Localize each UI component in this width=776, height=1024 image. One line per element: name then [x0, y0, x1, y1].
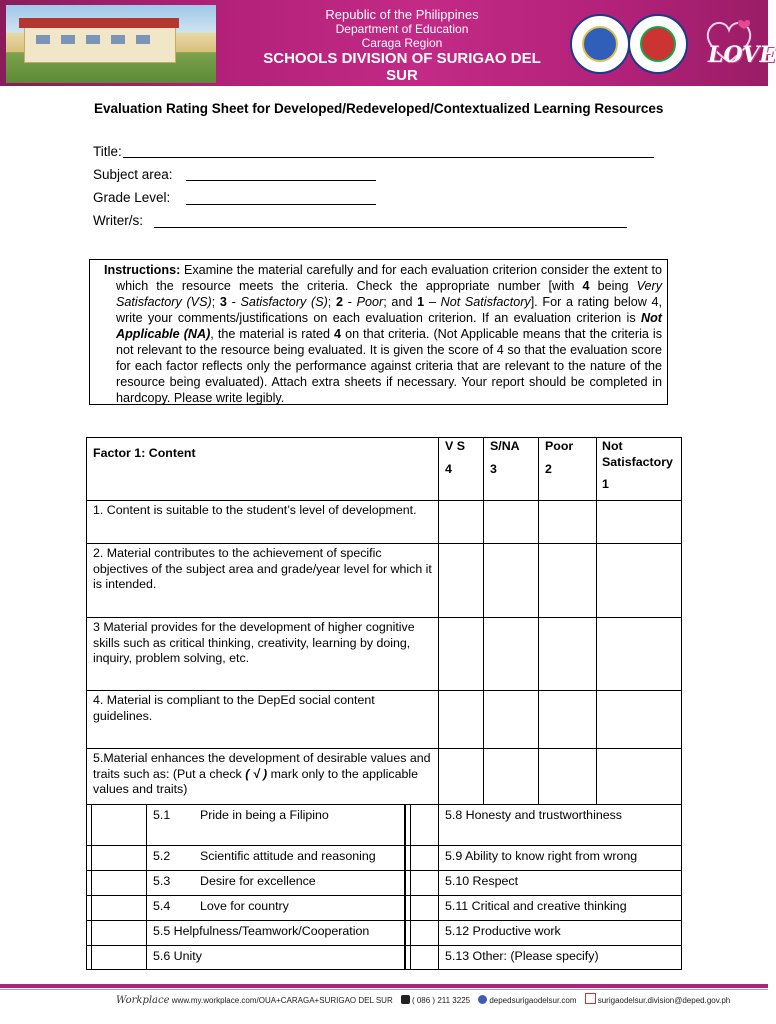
value-text: Scientific attitude and reasoning — [200, 849, 376, 863]
criterion-text: 1. Content is suitable to the student’s level of development. — [93, 503, 417, 517]
value-checkbox-left[interactable] — [86, 804, 147, 846]
value-text: 5.13 Other: (Please specify) — [445, 949, 599, 963]
criterion-text-part: 5.Material enhances the development of desirable values and traits such as: (Put a check — [93, 751, 431, 781]
instr-ns: Not Satisfactory — [440, 295, 531, 309]
value-checkbox-left[interactable] — [86, 895, 147, 921]
rating-cell[interactable] — [538, 748, 597, 805]
mail-icon — [585, 993, 596, 1004]
criterion-text-part: mark only to the applicable values and traits) — [93, 766, 418, 796]
value-text: Love for country — [200, 899, 289, 913]
rating-cell[interactable] — [438, 748, 484, 805]
value-cell-left — [146, 804, 405, 846]
value-number: 5.2 — [153, 849, 171, 863]
footer-contacts — [116, 993, 730, 1006]
rating-cell[interactable] — [596, 748, 682, 805]
rating-cell[interactable] — [596, 617, 682, 691]
rating-cell[interactable] — [438, 617, 484, 691]
deped-seal-icon — [570, 14, 630, 74]
instr-num: 4 — [334, 327, 342, 341]
instr-num: 3 — [219, 295, 227, 309]
criterion-row-5 — [86, 748, 439, 805]
rating-cell[interactable] — [596, 500, 682, 544]
footer-rule-thin — [0, 989, 768, 990]
value-number: 5.5 Helpfulness/Teamwork/Cooperation — [153, 924, 370, 938]
instr-text: ; — [327, 295, 336, 309]
division-seal-icon — [628, 14, 688, 74]
rating-cell[interactable] — [483, 617, 539, 691]
rating-cell[interactable] — [596, 690, 682, 749]
col-score: 2 — [545, 462, 552, 476]
footer-email[interactable]: surigaodelsur.division@deped.gov.ph — [597, 996, 731, 1005]
footer-rule — [0, 984, 768, 988]
criterion-row-1 — [86, 500, 439, 544]
col-score: 4 — [445, 462, 452, 476]
instr-text: ; and — [383, 295, 418, 309]
value-cell-left — [146, 945, 405, 970]
value-cell-right — [438, 920, 682, 946]
love-logo — [700, 16, 776, 68]
value-cell-right — [438, 870, 682, 896]
instructions-label: Instructions: — [104, 263, 181, 277]
value-text: Desire for excellence — [200, 874, 316, 888]
value-checkbox-left[interactable] — [86, 870, 147, 896]
criterion-text: 3 Material provides for the development of higher cognitive skills such as critical thinking, creativity, learning by doing, inquiry, problem solving, etc. — [93, 620, 415, 665]
header-line-5: Bañahan, Mabua, Tandag City, Surigao del Sur, 8300 — [272, 85, 532, 97]
instr-text: - — [343, 295, 357, 309]
rating-cell[interactable] — [438, 543, 484, 618]
phone-icon — [401, 995, 410, 1004]
criterion-text — [93, 751, 433, 798]
subject-input-line[interactable] — [186, 180, 376, 181]
value-cell-right — [438, 845, 682, 871]
footer-phone: ( 086 ) 211 3225 — [411, 996, 471, 1005]
instr-text: being — [589, 279, 637, 293]
checkbox-inner-line — [91, 804, 92, 970]
writers-label: Writer/s: — [93, 213, 143, 228]
document-title: Evaluation Rating Sheet for Developed/Redeveloped/Contextualized Learning Resources — [94, 101, 664, 116]
rating-cell[interactable] — [483, 500, 539, 544]
instr-vs: Very Satisfactory (VS) — [116, 279, 663, 309]
school-building-photo — [6, 5, 216, 83]
rating-cell[interactable] — [538, 500, 597, 544]
value-text: 5.8 Honesty and trustworthiness — [445, 808, 623, 822]
header-banner — [0, 0, 776, 97]
value-cell-left — [146, 895, 405, 921]
rating-cell[interactable] — [538, 617, 597, 691]
agency-header — [262, 8, 542, 98]
rating-cell[interactable] — [438, 500, 484, 544]
writers-input-line[interactable] — [154, 227, 627, 228]
love-text: LOVE — [708, 42, 776, 68]
value-cell-left — [146, 870, 405, 896]
value-text: 5.12 Productive work — [445, 924, 561, 938]
col-label: Poor — [545, 439, 574, 453]
header-line-4: SCHOOLS DIVISION OF SURIGAO DEL SUR — [263, 50, 541, 84]
value-number: 5.3 — [153, 874, 171, 888]
instr-na: Not Applicable (NA) — [116, 311, 662, 341]
rating-cell[interactable] — [538, 690, 597, 749]
criterion-row-3 — [86, 617, 439, 691]
header-line-3: Caraga Region — [361, 36, 443, 50]
instr-text: - — [226, 295, 241, 309]
instr-text: – — [424, 295, 441, 309]
instructions-box — [89, 259, 668, 405]
instr-text: , the material is rated — [210, 327, 335, 341]
workplace-brand: Workplace — [116, 995, 170, 1006]
value-text: 5.9 Ability to know right from wrong — [445, 849, 638, 863]
col-header-ns — [596, 437, 682, 501]
col-score: 1 — [602, 477, 609, 491]
value-cell-left — [146, 920, 405, 946]
col-header-vs — [438, 437, 484, 501]
footer-url[interactable]: www.my.workplace.com/OUA+CARAGA+SURIGAO DEL SUR — [171, 996, 393, 1005]
col-score: 3 — [490, 462, 497, 476]
title-label: Title: — [93, 144, 122, 159]
value-text: Pride in being a Filipino — [200, 808, 329, 822]
rating-cell[interactable] — [483, 690, 539, 749]
instr-num: 1 — [417, 295, 425, 309]
col-label: Not Satisfactory — [602, 439, 673, 469]
instr-s: Satisfactory (S) — [240, 295, 328, 309]
factor-header-cell — [86, 437, 439, 501]
col-label: V S — [445, 439, 465, 453]
value-cell-left — [146, 845, 405, 871]
value-cell-right — [438, 804, 682, 846]
value-text: 5.10 Respect — [445, 874, 519, 888]
criterion-row-4 — [86, 690, 439, 749]
footer-fb[interactable]: depedsurigaodelsur.com — [489, 996, 577, 1005]
col-header-sna — [483, 437, 539, 501]
value-number: 5.6 Unity — [153, 949, 202, 963]
header-line-1: Republic of the Philippines — [325, 7, 479, 22]
value-number: 5.1 — [153, 808, 171, 822]
value-cell-right — [438, 895, 682, 921]
check-mark-text: ( √ ) — [245, 766, 268, 781]
rating-cell[interactable] — [596, 543, 682, 618]
value-checkbox-left[interactable] — [86, 945, 147, 970]
rating-cell[interactable] — [538, 543, 597, 618]
criterion-text: 4. Material is compliant to the DepEd social content guidelines. — [93, 693, 375, 723]
subject-label: Subject area: — [93, 167, 173, 182]
instr-num: 2 — [336, 295, 344, 309]
col-header-poor — [538, 437, 597, 501]
instr-text: Examine the material carefully and for each evaluation criterion consider the extent to which the resource meets the criteria. Check the appropriate number [with — [116, 263, 662, 293]
criterion-row-2 — [86, 543, 439, 618]
title-input-line[interactable] — [123, 157, 654, 158]
value-cell-right — [438, 945, 682, 970]
checkbox-inner-line — [410, 804, 411, 970]
instr-text: on that criteria. (Not Applicable means that the criteria is not relevant to the resource being evaluated. It is given the score of 4 so that the evaluation score for each factor reflects only the performance against criteria that are relevant to the nature of the resource being evaluated). Attach extra sheets if necessary. Your report should be completed in hardcopy. Please write legibly. — [116, 327, 663, 405]
instr-num: 4 — [582, 279, 590, 293]
facebook-icon — [478, 995, 487, 1004]
rating-cell[interactable] — [483, 543, 539, 618]
grade-label: Grade Level: — [93, 190, 171, 205]
value-number: 5.4 — [153, 899, 171, 913]
grade-input-line[interactable] — [186, 204, 376, 205]
value-checkbox-left[interactable] — [86, 920, 147, 946]
header-line-2: Department of Education — [335, 22, 469, 36]
factor-title: Factor 1: Content — [93, 446, 196, 460]
value-checkbox-left[interactable] — [86, 845, 147, 871]
instr-text: ]. For a rating below 4, write your comments/justifications on each evaluation criterion. If an evaluation criterion is — [116, 295, 662, 325]
col-label: S/NA — [490, 439, 520, 453]
rating-cell[interactable] — [483, 748, 539, 805]
instr-poor: Poor — [356, 295, 384, 309]
criterion-text: 2. Material contributes to the achievement of specific objectives of the subject area and grade/year level for which it is intended. — [93, 546, 432, 591]
instr-text: ; — [211, 295, 220, 309]
rating-cell[interactable] — [438, 690, 484, 749]
value-text: 5.11 Critical and creative thinking — [445, 899, 627, 913]
